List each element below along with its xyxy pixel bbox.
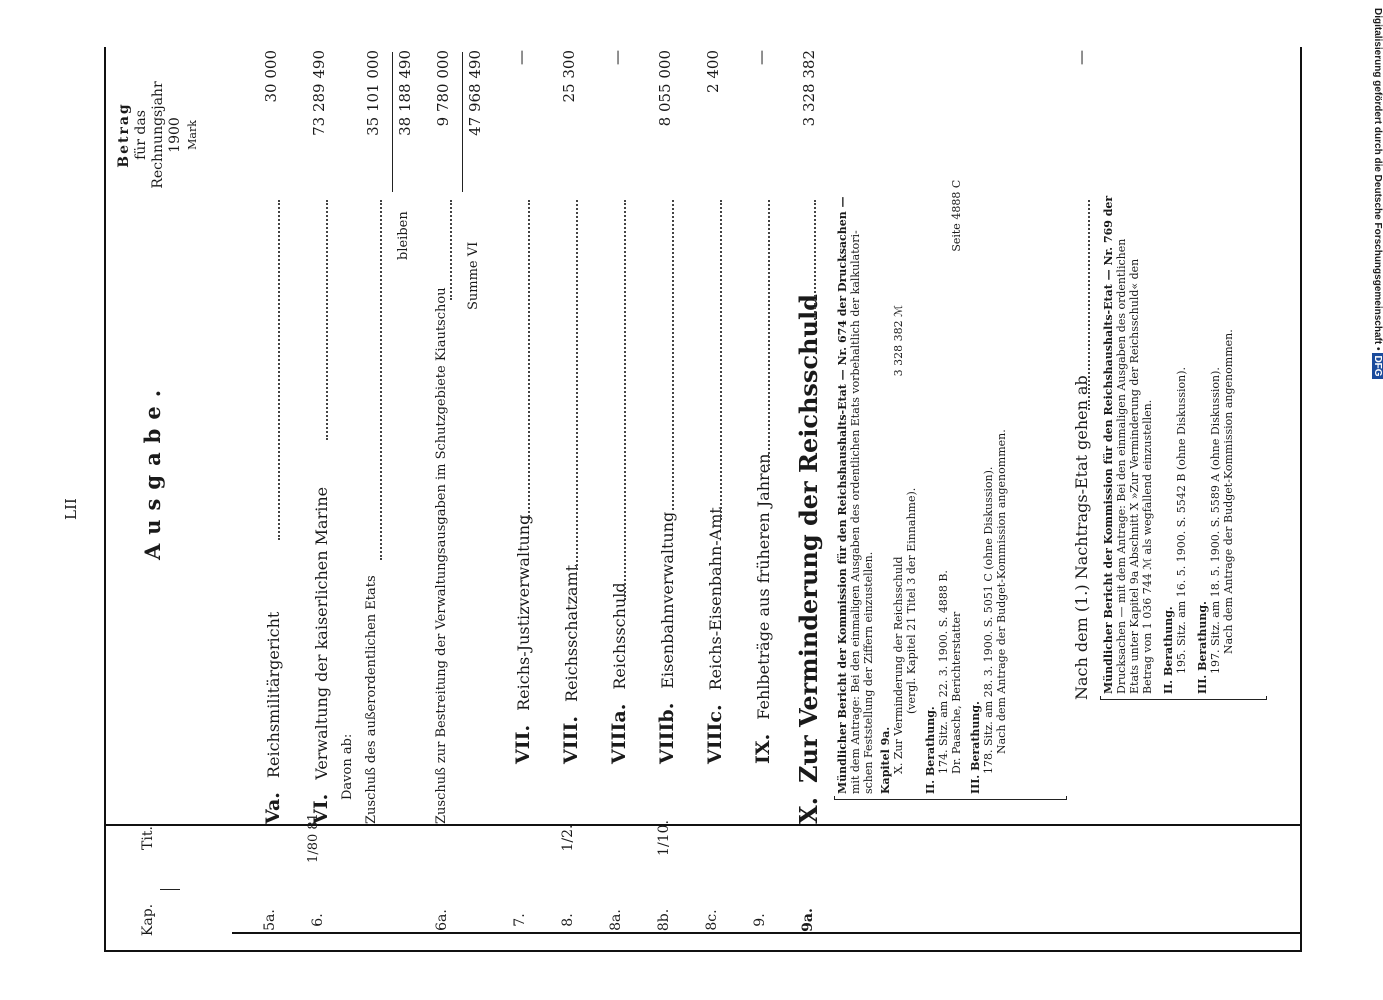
note2-line: Nach dem Antrage der Budget-Kommission angenommen.	[1222, 329, 1235, 654]
amount-9a: 3 328 382	[800, 50, 818, 127]
kap-6: 6.	[310, 913, 326, 927]
note1-line: III. Berathung.	[969, 701, 982, 794]
note1-bracket	[834, 799, 1066, 800]
row-label: Reichs-Justizverwaltung	[514, 514, 533, 711]
betrag-line-2: für das	[133, 110, 149, 160]
row-justiz	[512, 515, 534, 764]
row-summe-vi: Summe VI	[466, 241, 481, 310]
row-roman: X.	[794, 797, 823, 824]
note2-bracket	[1100, 699, 1266, 700]
tit-6: 1/80 81	[306, 813, 321, 863]
betrag-line-4: 1900	[167, 117, 183, 153]
row-roman: VIIIa.	[608, 703, 630, 764]
row-roman: VIIIb.	[656, 702, 678, 764]
row-roman: VI.	[310, 793, 332, 824]
note1-line: 174. Sitz. am 22. 3. 1900. S. 4888 B.	[937, 570, 950, 774]
note2-line: Betrag von 1 036 744 ℳ als wegfallend einzustellen.	[1141, 399, 1154, 694]
amount-8c: 2 400	[704, 50, 722, 93]
section-title: Ausgabe.	[140, 380, 165, 560]
kap-9: 9.	[752, 913, 768, 927]
note1-line: Kapitel 9a.	[879, 726, 892, 794]
amount-bleiben: 38 188 490	[396, 50, 414, 136]
amount-8a: —	[608, 50, 626, 65]
row-label: Reichsmilitärgericht	[264, 611, 283, 779]
kap-8c: 8c.	[704, 909, 720, 931]
note2-line: 197. Sitz. am 18. 5. 1900. S. 5589 A (ohne Diskussion).	[1209, 367, 1222, 674]
row-label: Verwaltung der kaiserlichen Marine	[312, 486, 331, 780]
tit-8b: 1/10.	[656, 820, 672, 856]
row-label: Fehlbeträge aus früheren Jahren	[754, 453, 773, 720]
note2-line: II. Berathung.	[1162, 606, 1175, 694]
nachtrag-amount: —	[1072, 50, 1090, 65]
betrag-header	[116, 60, 201, 210]
amount-7: —	[512, 50, 530, 65]
leader-dots	[528, 200, 530, 520]
row-reichsmilitaergericht	[262, 612, 284, 824]
table-top-rule	[104, 47, 106, 952]
leader-dots	[450, 200, 452, 300]
note1-page-ref	[950, 180, 963, 774]
note1-line: Dr. Paasche, Berichterstatter	[950, 611, 963, 774]
note1-line: schen Feststellung der Ziffern einzustellen.	[862, 551, 875, 794]
leader-dots	[1088, 200, 1090, 410]
amount-5a: 30 000	[262, 50, 280, 103]
note1-bracket-bottom	[1066, 796, 1067, 800]
nachtrag-label: Nach dem (1.) Nachtrags-Etat gehen ab	[1072, 375, 1091, 700]
dfg-watermark-text	[1369, 8, 1383, 988]
row-reichsschuld	[608, 582, 630, 764]
row-eisenbahn-amt	[704, 507, 726, 764]
leader-dots	[380, 200, 382, 560]
note2-line: III. Berathung.	[1196, 601, 1209, 694]
row-kiautschou: Zuschuß zur Bestreitung der Verwaltungsausgaben im Schutzgebiete Kiautschou	[434, 287, 449, 824]
note2-line: Etats unter Kapitel 9a Abschnitt X »Zur Verminderung der Reichsschuld« den	[1128, 258, 1141, 694]
note1-line: II. Berathung.	[924, 706, 937, 794]
row-reichsschatzamt	[560, 565, 582, 764]
leader-dots	[624, 200, 626, 600]
note1-amount: 3 328 382 ℳ	[892, 305, 905, 377]
amount-8b: 8 055 000	[656, 50, 674, 127]
amount-zuschuss-ao: 35 101 000	[364, 50, 382, 136]
kap-8b: 8b.	[656, 908, 672, 932]
row-fehlbetraege	[752, 454, 774, 764]
note1-line: Mündlicher Bericht der Kommission für den Reichshaushalts-Etat — Nr. 674 der Drucksachen —	[836, 196, 849, 794]
note2-line: Mündlicher Bericht der Kommission für den Reichshaushalts-Etat — Nr. 769 der	[1102, 195, 1115, 694]
note2-bracket-bottom	[1266, 696, 1267, 700]
sum-rule	[462, 52, 463, 192]
amount-9: —	[752, 50, 770, 65]
kap-8a: 8a.	[608, 909, 624, 931]
row-roman: VII.	[512, 724, 534, 764]
note1-seite: Seite	[950, 223, 963, 252]
tit-header: Tit.	[140, 826, 156, 850]
mark-unit: Mark	[186, 120, 199, 150]
note1-line: 178. Sitz. am 28. 3. 1900. S. 5051 C (ohne Diskussion).	[982, 466, 995, 774]
page-number: LII	[62, 498, 80, 520]
note1	[836, 180, 1008, 794]
row-verminderung	[794, 294, 823, 824]
note1-line: X. Zur Verminderung der Reichsschuld	[892, 556, 905, 774]
row-zuschuss-ao: Zuschuß des außerordentlichen Etats	[364, 575, 379, 824]
note1-line: mit dem Antrage: Bei den einmaligen Ausgaben des ordentlichen Etats vorbehaltlich der kalkulatori-	[849, 230, 862, 794]
note2-line: 195. Sitz. am 16. 5. 1900. S. 5542 B (ohne Diskussion).	[1175, 366, 1188, 674]
row-eisenbahnverwaltung	[656, 512, 678, 764]
amount-6a: 9 780 000	[434, 50, 452, 127]
amount-6: 73 289 490	[310, 50, 328, 136]
dfg-watermark	[1369, 8, 1383, 988]
row-davon-ab: Davon ab:	[340, 733, 355, 800]
dfg-watermark-caption: Digitalisierung gefördert durch die Deutsche Forschungsgemeinschaft •	[1372, 8, 1383, 351]
row-bleiben: bleiben	[396, 211, 411, 260]
row-label: Zur Verminderung der Reichsschuld	[794, 294, 823, 784]
leader-dots	[672, 200, 674, 510]
kap-6a: 6a.	[434, 909, 450, 931]
note2	[1102, 196, 1235, 694]
note1-line: Nach dem Antrage der Budget-Kommission angenommen.	[995, 429, 1008, 754]
leader-dots	[278, 200, 280, 540]
row-roman: VIII.	[560, 715, 582, 764]
row-label: Reichs-Eisenbahn-Amt	[706, 507, 725, 691]
leader-dots	[720, 200, 722, 520]
amount-summe-vi: 47 968 490	[466, 50, 484, 136]
kap-header: Kap.	[140, 903, 156, 937]
dfg-logo-icon: DFG	[1372, 355, 1383, 377]
leader-dots	[326, 200, 328, 440]
note2-bracket-top	[1100, 696, 1101, 700]
leader-dots	[768, 200, 770, 470]
note1-page: 4888 C	[950, 179, 963, 220]
row-marine	[310, 487, 332, 824]
table-left-rule	[104, 950, 1300, 952]
betrag-line-3: Rechnungsjahr	[150, 81, 166, 189]
row-roman: Va.	[262, 792, 284, 824]
row-label: Eisenbahnverwaltung	[658, 511, 677, 689]
note1-bracket-top	[834, 796, 835, 800]
kap-7: 7.	[512, 913, 528, 927]
kap-8: 8.	[560, 913, 576, 927]
row-roman: IX.	[752, 733, 774, 764]
row-label: Reichsschatzamt	[562, 564, 581, 702]
tit-mark	[160, 889, 180, 890]
tit-8: 1/2.	[560, 824, 576, 852]
header-separator	[104, 824, 1300, 826]
leader-dots	[576, 200, 578, 570]
note2-line: Drucksachen — mit dem Antrage: Bei den einmaligen Ausgaben des ordentlichen	[1115, 238, 1128, 694]
betrag-line-1: Betrag	[116, 102, 132, 168]
note1-amount-line	[892, 180, 905, 774]
kap-5a: 5a.	[262, 909, 278, 931]
amount-8: 25 300	[560, 50, 578, 103]
row-roman: VIIIc.	[704, 704, 726, 764]
leader-dots	[814, 200, 816, 320]
kap-9a: 9a.	[800, 908, 816, 932]
subtotal-rule	[392, 52, 393, 192]
row-label: Reichsschuld	[610, 582, 629, 690]
table-bottom-rule	[1300, 47, 1302, 952]
note1-line: (vergl. Kapitel 21 Titel 3 der Einnahme).	[905, 487, 918, 714]
